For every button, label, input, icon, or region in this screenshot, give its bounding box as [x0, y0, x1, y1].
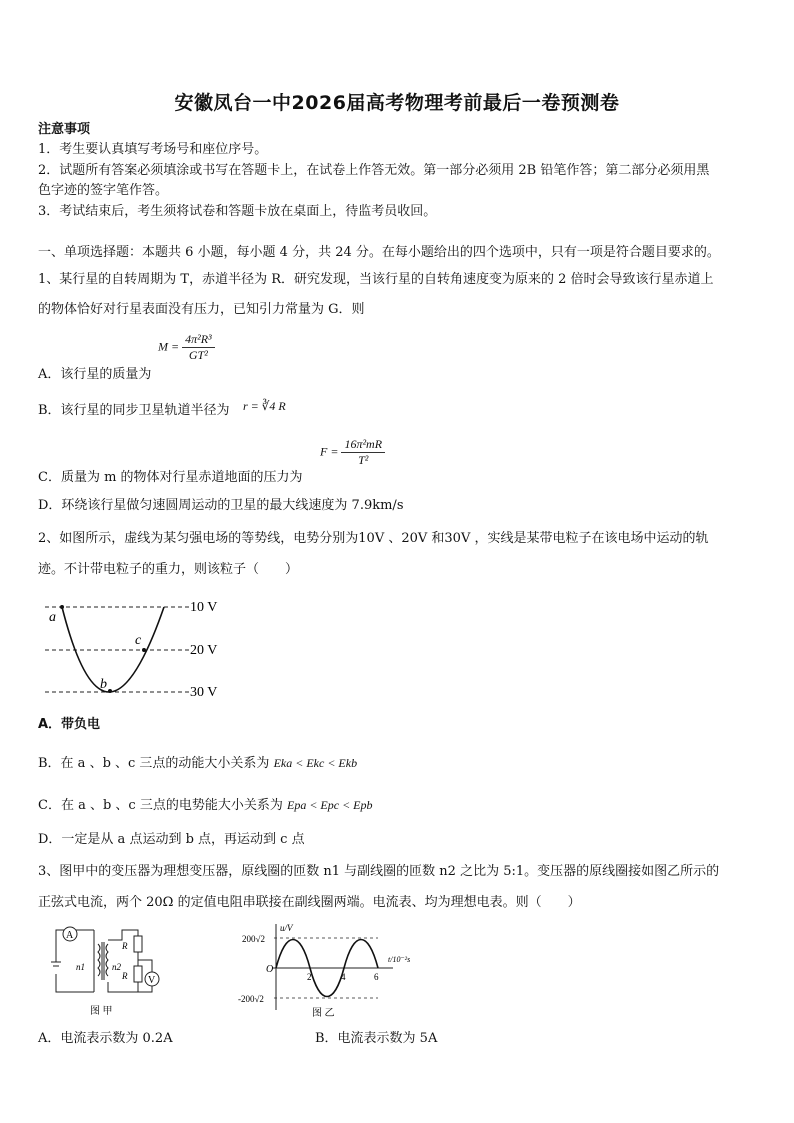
y-axis-label: u/V — [280, 923, 293, 933]
tick-6: 6 — [374, 972, 379, 982]
x-axis-label: t/10⁻²s — [388, 955, 411, 964]
q1-c-lhs: F = — [320, 444, 339, 459]
q2-stem-line2: 迹。不计带电粒子的重力，则该粒子（ ） — [38, 562, 299, 577]
q3-stem-line2: 正弦式电流，两个 20Ω 的定值电阻串联接在副线圈两端。电流表、均为理想电表。则（ ） — [38, 895, 581, 910]
notice-item-1: 1．考生要认真填写考场号和座位序号。 — [38, 142, 268, 157]
label-10v: 10 V — [190, 600, 218, 615]
notice-item-2: 2．试题所有答案必须填涂或书写在答题卡上，在试卷上作答无效。第一部分必须用 2B 铅笔作答；第二部分必须用黑 — [38, 163, 710, 178]
point-c-label: c — [135, 633, 142, 648]
q1-c-den: T² — [358, 453, 369, 467]
secondary-coil — [106, 944, 108, 976]
q2-c-text: C．在 a 、b 、c 三点的电势能大小关系为 — [38, 798, 283, 813]
point-a-dot — [60, 605, 64, 609]
q1-a-num: 4π²R³ — [182, 332, 215, 348]
q2-stem-line1: 2、如图所示，虚线为某匀强电场的等势线，电势分别为10V 、20V 和30V ，实线是某带电粒子在该电场中运动的轨 — [38, 531, 709, 546]
voltmeter-label: V — [148, 975, 156, 986]
q2-b-formula: Eka < Ekc < Ekb — [273, 756, 358, 770]
q1-stem-line1: 1、某行星的自转周期为 T，赤道半径为 R．研究发现，当该行星的自转角速度变为原来的 2 倍时会导致该行星赤道上 — [38, 272, 714, 287]
primary-coil — [98, 944, 100, 976]
q3-option-a: A．电流表示数为 0.2A — [38, 1031, 173, 1046]
q2-option-b — [38, 754, 357, 773]
q3-stem-line1: 3、图甲中的变压器为理想变压器，原线圈的匝数 n1 与副线圈的匝数 n2 之比为 5:1。变压器的原线圈接如图乙所示的 — [38, 864, 720, 879]
q1-option-a: A．该行星的质量为 — [38, 367, 152, 382]
q1-a-den: GT² — [188, 348, 208, 362]
label-20v: 20 V — [190, 643, 218, 658]
point-b-dot — [108, 689, 112, 693]
q2-b-text: B．在 a 、b 、c 三点的动能大小关系为 — [38, 756, 270, 771]
q3-option-b: B．电流表示数为 5A — [315, 1031, 438, 1046]
q2-option-c — [38, 796, 373, 815]
q1-option-d: D．环绕该行星做匀速圆周运动的卫星的最大线速度为 7.9km/s — [38, 498, 404, 513]
tick-2: 2 — [307, 972, 312, 982]
ammeter-label: A — [66, 930, 74, 941]
point-c-dot — [142, 648, 146, 652]
notice-heading: 注意事项 — [38, 122, 91, 137]
fig1-caption: 图 甲 — [90, 1006, 113, 1017]
q1-option-b: B．该行星的同步卫星轨道半径为 — [38, 403, 230, 418]
n2-label: n2 — [112, 962, 121, 972]
q2-option-d: D．一定是从 a 点运动到 b 点，再运动到 c 点 — [38, 832, 305, 847]
page-title: 安徽凤台一中2026届高考物理考前最后一卷预测卷 — [174, 92, 620, 114]
q1-b-formula: r = ∛4 R — [243, 399, 286, 413]
n1-label: n1 — [76, 962, 85, 972]
y-min-label: -200√2 — [238, 994, 264, 1004]
q3-waveform-figure — [238, 920, 438, 1020]
q2-option-a: A．带负电 — [38, 717, 101, 732]
q1-c-formula — [320, 437, 385, 468]
section-heading: 一、单项选择题：本题共 6 小题，每小题 4 分，共 24 分。在每小题给出的四个选项中，只有一项是符合题目要求的。 — [38, 245, 720, 260]
q1-a-formula — [158, 332, 215, 363]
particle-trajectory — [62, 607, 164, 692]
q1-a-lhs: M = — [158, 339, 180, 354]
notice-item-2-cont: 色字迹的签字笔作答。 — [38, 183, 169, 198]
resistor-2 — [134, 966, 142, 982]
origin-label: O — [266, 964, 274, 975]
y-max-label: 200√2 — [242, 934, 265, 944]
resistor-1 — [134, 936, 142, 952]
q2-potential-figure — [40, 592, 240, 704]
q1-stem-line2: 的物体恰好对行星表面没有压力，已知引力常量为 G．则 — [38, 302, 365, 317]
resistor-2-label: R — [122, 971, 128, 981]
point-a-label: a — [49, 610, 56, 625]
tick-4: 4 — [341, 972, 346, 982]
label-30v: 30 V — [190, 685, 218, 700]
q1-option-c: C．质量为 m 的物体对行星赤道地面的压力为 — [38, 470, 303, 485]
resistor-1-label: R — [122, 941, 128, 951]
point-b-label: b — [100, 677, 107, 692]
notice-item-3: 3．考试结束后，考生须将试卷和答题卡放在桌面上，待监考员收回。 — [38, 204, 437, 219]
q2-c-formula: Epa < Epc < Epb — [286, 798, 373, 812]
q3-circuit-figure — [42, 922, 167, 1018]
q1-c-num: 16π²mR — [341, 437, 385, 453]
fig2-caption: 图 乙 — [312, 1008, 335, 1019]
